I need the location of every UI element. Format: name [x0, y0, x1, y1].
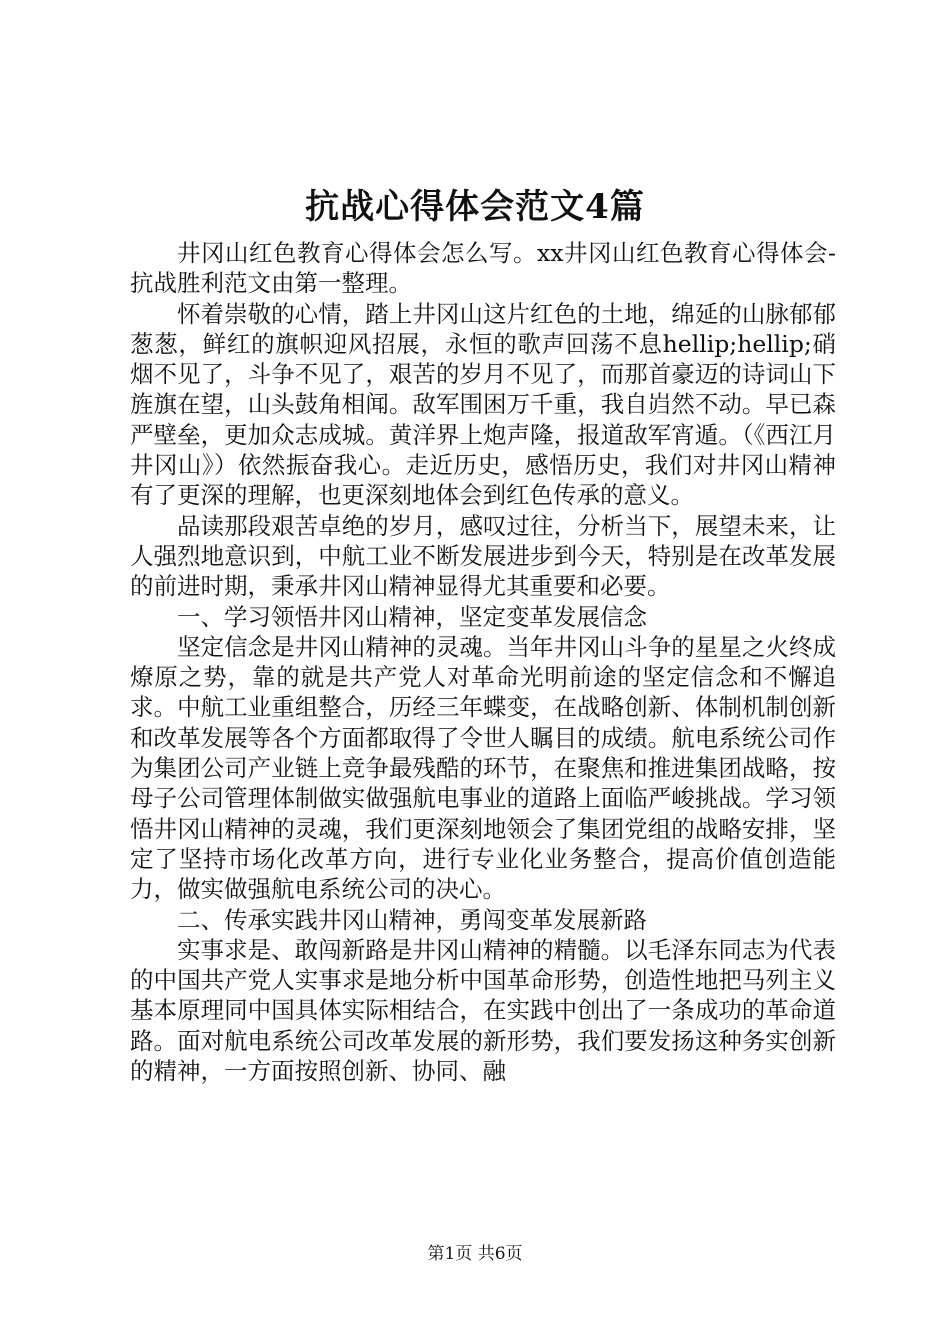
- paragraph-intro: 井冈山红色教育心得体会怎么写。xx井冈山红色教育心得体会-抗战胜利范文由第一整理。: [130, 239, 836, 298]
- page-number-footer: 第1页 共6页: [427, 1244, 523, 1264]
- document-body: [130, 238, 836, 1086]
- section-heading-1: 一、学习领悟井冈山精神，坚定变革发展信念: [177, 602, 647, 631]
- paragraph-jinggangshan-visit: 怀着崇敬的心情，踏上井冈山这片红色的土地，绵延的山脉郁郁葱葱，鲜红的旗帜迎风招展，永恒的歌声回荡不息hellip;hellip;硝烟不见了，斗争不见了，艰苦的岁月不见了，而那首豪迈的诗词山下旌旗在望，山头鼓角相闻。敌军围困万千重，我自岿然不动。早已森严壁垒，更加众志成城。黄洋界上炮声隆，报道敌军宵遁。（《西江月井冈山》）依然振奋我心。走近历史，感悟历史，我们对井冈山精神有了更深的理解，也更深刻地体会到红色传承的意义。: [130, 299, 836, 510]
- section-heading-2: 二、传承实践井冈山精神，勇闯变革发展新路: [177, 905, 647, 934]
- paragraph-seek-truth: 实事求是、敢闯新路是井冈山精神的精髓。以毛泽东同志为代表的中国共产党人实事求是地分析中国革命形势，创造性地把马列主义基本原理同中国具体实际相结合，在实践中创出了一条成功的革命道路。面对航电系统公司改革发展的新形势，我们要发扬这种务实创新的精神，一方面按照创新、协同、融: [130, 935, 836, 1086]
- paragraph-reflection: 品读那段艰苦卓绝的岁月，感叹过往，分析当下，展望未来，让人强烈地意识到，中航工业不断发展进步到今天，特别是在改革发展的前进时期，秉承井冈山精神显得尤其重要和必要。: [130, 511, 836, 601]
- document-title: 抗战心得体会范文4篇: [305, 187, 645, 227]
- paragraph-firm-belief: 坚定信念是井冈山精神的灵魂。当年井冈山斗争的星星之火终成燎原之势，靠的就是共产党人对革命光明前途的坚定信念和不懈追求。中航工业重组整合，历经三年蝶变，在战略创新、体制机制创新和改革发展等各个方面都取得了令世人瞩目的成绩。航电系统公司作为集团公司产业链上竞争最残酷的环节，在聚焦和推进集团战略，按母子公司管理体制做实做强航电事业的道路上面临严峻挑战。学习领悟井冈山精神的灵魂，我们更深刻地领会了集团党组的战略安排，坚定了坚持市场化改革方向，进行专业化业务整合，提高价值创造能力，做实做强航电系统公司的决心。: [130, 632, 836, 904]
